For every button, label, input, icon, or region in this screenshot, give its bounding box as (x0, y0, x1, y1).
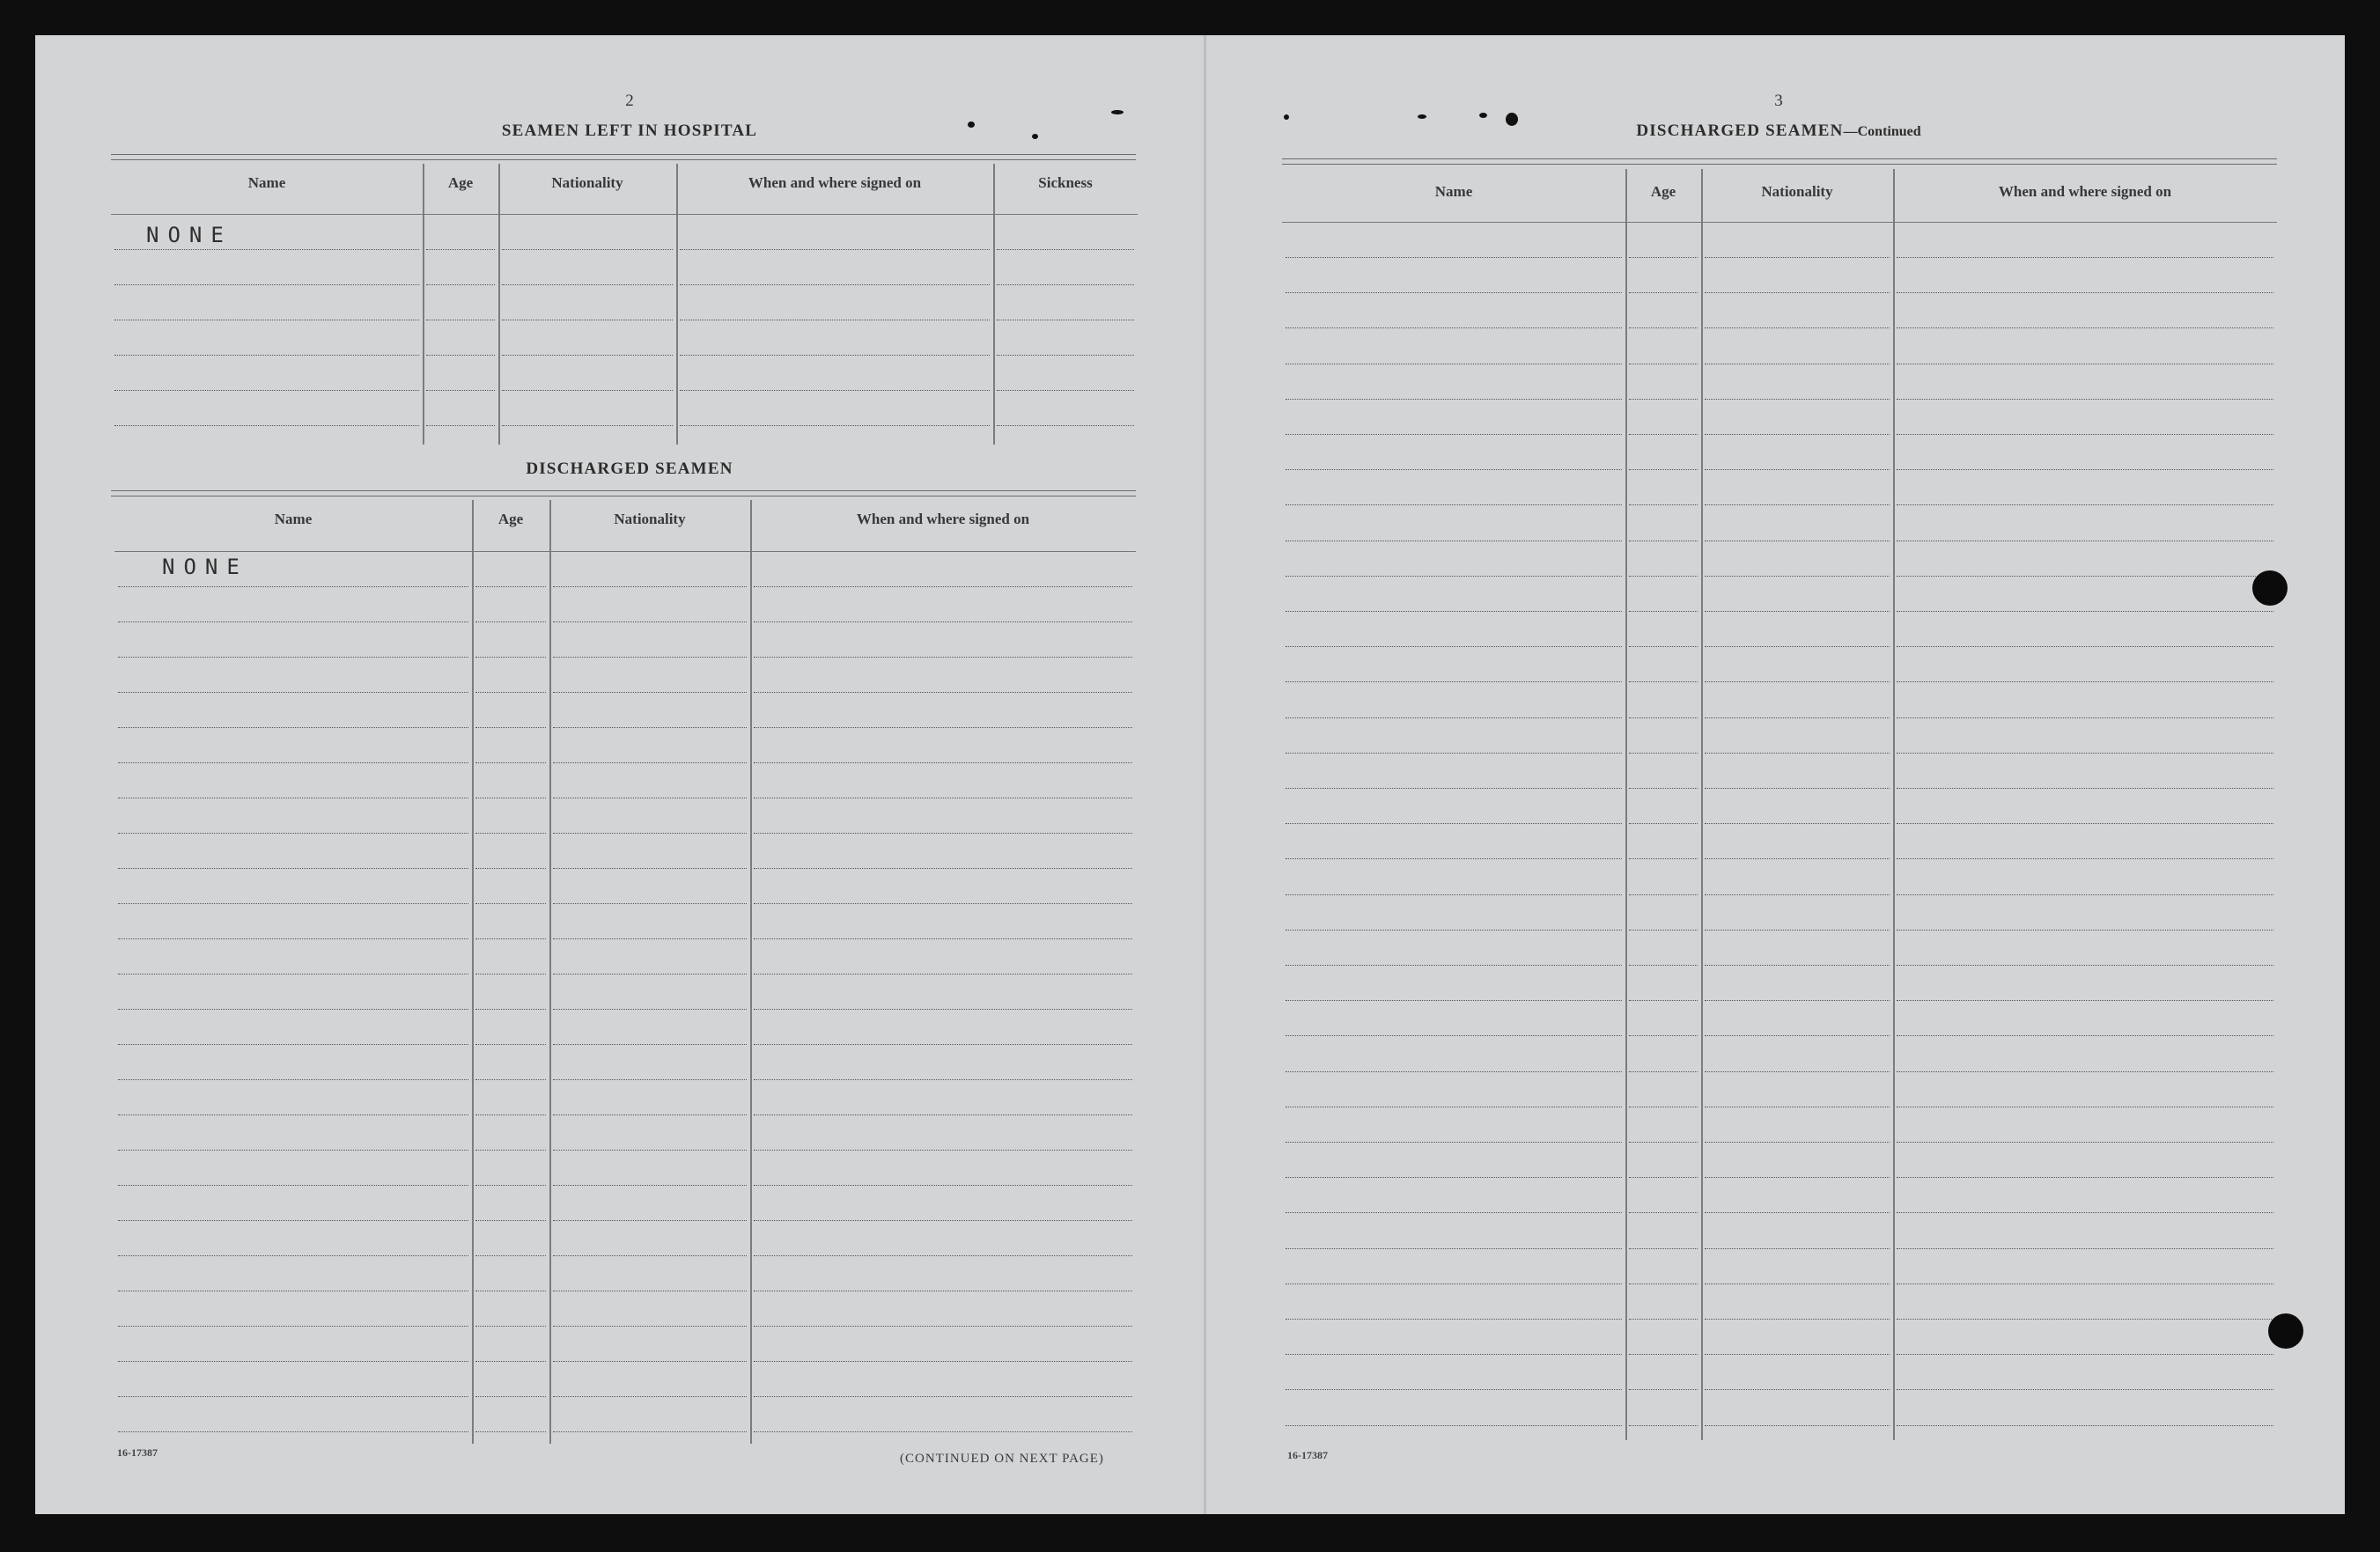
row-rule (1629, 257, 1698, 258)
row-rule (680, 284, 990, 285)
row-rule (475, 762, 546, 763)
left-page-number: 2 (625, 92, 634, 110)
ink-speck (1111, 110, 1124, 114)
column-header-name: Name (247, 174, 286, 191)
continued-suffix: —Continued (1843, 124, 1921, 139)
row-rule (553, 833, 747, 834)
row-rule (475, 1150, 546, 1151)
column-divider (472, 500, 474, 1444)
row-rule (1705, 399, 1890, 400)
row-rule (475, 974, 546, 975)
row-rule (475, 1185, 546, 1186)
row-rule (1286, 1354, 1622, 1355)
row-rule (1897, 1354, 2273, 1355)
row-rule (118, 1220, 468, 1221)
column-divider (549, 500, 551, 1444)
ink-speck (1506, 113, 1518, 126)
row-rule (1705, 681, 1890, 682)
row-rule (553, 727, 747, 728)
row-rule (997, 284, 1134, 285)
row-rule (754, 974, 1132, 975)
row-rule (754, 1431, 1132, 1432)
row-rule (114, 355, 419, 356)
row-rule (1897, 1212, 2273, 1213)
row-rule (118, 1361, 468, 1362)
row-rule (1629, 965, 1698, 966)
row-rule (1629, 823, 1698, 824)
row-rule (118, 1431, 468, 1432)
row-rule (553, 938, 747, 939)
row-rule (1897, 1035, 2273, 1036)
row-rule (426, 390, 495, 391)
row-rule (1286, 1248, 1622, 1249)
row-rule (1286, 1035, 1622, 1036)
row-rule (114, 425, 419, 426)
row-rule (1629, 399, 1698, 400)
row-rule (1286, 327, 1622, 328)
row-rule (754, 762, 1132, 763)
row-rule (1897, 646, 2273, 647)
row-rule (475, 833, 546, 834)
ink-speck (1032, 134, 1038, 139)
row-rule (553, 1431, 747, 1432)
row-rule (475, 1431, 546, 1432)
row-rule (1629, 717, 1698, 718)
row-rule (1629, 434, 1698, 435)
row-rule (1705, 788, 1890, 789)
row-rule (1705, 1142, 1890, 1143)
column-divider (1893, 169, 1895, 1440)
row-rule (1705, 469, 1890, 470)
row-rule (1286, 753, 1622, 754)
row-rule (1286, 1389, 1622, 1390)
ink-speck (1284, 114, 1289, 120)
header-rule (1282, 222, 2277, 223)
row-rule (754, 1185, 1132, 1186)
row-rule (118, 1396, 468, 1397)
row-rule (1629, 611, 1698, 612)
row-rule (475, 1361, 546, 1362)
hospital-title-rule (111, 154, 1136, 160)
row-rule (754, 1009, 1132, 1010)
row-rule (680, 355, 990, 356)
row-rule (1897, 434, 2273, 435)
row-rule (1286, 292, 1622, 293)
row-rule (1629, 858, 1698, 859)
row-rule (553, 974, 747, 975)
row-rule (1286, 576, 1622, 577)
row-rule (1705, 1035, 1890, 1036)
row-rule (475, 1255, 546, 1256)
column-divider (423, 164, 424, 445)
row-rule (1629, 327, 1698, 328)
row-rule (1897, 1000, 2273, 1001)
row-rule (426, 284, 495, 285)
row-rule (1705, 646, 1890, 647)
row-rule (475, 903, 546, 904)
row-rule (118, 974, 468, 975)
column-divider (993, 164, 995, 445)
row-rule (1897, 611, 2273, 612)
row-rule (118, 657, 468, 658)
row-rule (553, 1114, 747, 1115)
header-rule (114, 551, 1136, 552)
row-rule (680, 390, 990, 391)
header-rule (111, 214, 1138, 215)
row-rule (553, 1044, 747, 1045)
row-rule (1629, 753, 1698, 754)
row-rule (475, 1079, 546, 1080)
row-rule (475, 692, 546, 693)
typed-entry: NONE (162, 555, 248, 579)
row-rule (118, 1079, 468, 1080)
row-rule (754, 1326, 1132, 1327)
row-rule (1705, 1212, 1890, 1213)
row-rule (118, 692, 468, 693)
row-rule (1897, 965, 2273, 966)
row-rule (118, 586, 468, 587)
row-rule (1705, 717, 1890, 718)
row-rule (1897, 257, 2273, 258)
typed-entry: NONE (146, 223, 232, 247)
row-rule (1286, 858, 1622, 859)
row-rule (118, 1185, 468, 1186)
row-rule (754, 1255, 1132, 1256)
row-rule (754, 1114, 1132, 1115)
row-rule (1705, 1071, 1890, 1072)
row-rule (1629, 292, 1698, 293)
row-rule (1629, 681, 1698, 682)
continued-note: (CONTINUED ON NEXT PAGE) (900, 1452, 1104, 1466)
row-rule (1897, 717, 2273, 718)
row-rule (754, 833, 1132, 834)
row-rule (118, 903, 468, 904)
row-rule (1897, 327, 2273, 328)
right-title-rule (1282, 158, 2277, 165)
column-divider (498, 164, 500, 445)
row-rule (1629, 1177, 1698, 1178)
column-header-when-and-where-signed-on: When and where signed on (856, 511, 1030, 527)
row-rule (1897, 1177, 2273, 1178)
row-rule (1286, 1142, 1622, 1143)
row-rule (1897, 1142, 2273, 1143)
row-rule (1705, 257, 1890, 258)
row-rule (553, 1009, 747, 1010)
row-rule (1286, 504, 1622, 505)
row-rule (553, 1396, 747, 1397)
row-rule (1629, 1389, 1698, 1390)
row-rule (997, 249, 1134, 250)
row-rule (680, 249, 990, 250)
row-rule (754, 1396, 1132, 1397)
row-rule (475, 1044, 546, 1045)
row-rule (1286, 1177, 1622, 1178)
row-rule (114, 249, 419, 250)
row-rule (1705, 1389, 1890, 1390)
row-rule (1705, 292, 1890, 293)
row-rule (1705, 504, 1890, 505)
row-rule (754, 903, 1132, 904)
column-divider (1701, 169, 1703, 1440)
row-rule (1629, 1212, 1698, 1213)
row-rule (553, 586, 747, 587)
column-header-age: Age (497, 511, 524, 527)
row-rule (553, 692, 747, 693)
row-rule (118, 762, 468, 763)
row-rule (754, 1220, 1132, 1221)
row-rule (1286, 823, 1622, 824)
row-rule (1629, 1071, 1698, 1072)
row-rule (754, 657, 1132, 658)
row-rule (997, 355, 1134, 356)
row-rule (426, 355, 495, 356)
row-rule (553, 1220, 747, 1221)
row-rule (1897, 1389, 2273, 1390)
row-rule (1629, 646, 1698, 647)
row-rule (1629, 1000, 1698, 1001)
row-rule (502, 284, 673, 285)
row-rule (1705, 965, 1890, 966)
row-rule (1897, 1319, 2273, 1320)
row-rule (1705, 1248, 1890, 1249)
row-rule (1705, 1000, 1890, 1001)
row-rule (1286, 434, 1622, 435)
row-rule (1286, 965, 1622, 966)
row-rule (118, 1114, 468, 1115)
row-rule (553, 1185, 747, 1186)
row-rule (553, 1326, 747, 1327)
row-rule (1897, 1248, 2273, 1249)
row-rule (553, 657, 747, 658)
row-rule (1629, 1248, 1698, 1249)
row-rule (1705, 1425, 1890, 1426)
row-rule (553, 868, 747, 869)
row-rule (1286, 681, 1622, 682)
row-rule (1629, 788, 1698, 789)
row-rule (1897, 399, 2273, 400)
row-rule (1629, 1425, 1698, 1426)
row-rule (118, 938, 468, 939)
row-rule (1286, 717, 1622, 718)
column-header-when-and-where-signed-on: When and where signed on (748, 174, 922, 191)
row-rule (754, 1044, 1132, 1045)
row-rule (475, 1114, 546, 1115)
row-rule (1705, 1354, 1890, 1355)
column-header-nationality: Nationality (551, 174, 623, 191)
row-rule (553, 1255, 747, 1256)
ink-speck (1418, 114, 1426, 119)
row-rule (1629, 504, 1698, 505)
row-rule (118, 833, 468, 834)
row-rule (1705, 1177, 1890, 1178)
row-rule (754, 1361, 1132, 1362)
row-rule (118, 1009, 468, 1010)
discharged-title-rule (111, 490, 1136, 496)
row-rule (1286, 894, 1622, 895)
row-rule (997, 390, 1134, 391)
column-header-nationality: Nationality (1761, 183, 1833, 200)
row-rule (1629, 1319, 1698, 1320)
row-rule (118, 868, 468, 869)
row-rule (553, 1150, 747, 1151)
row-rule (426, 249, 495, 250)
ink-speck (968, 121, 975, 128)
row-rule (1629, 1142, 1698, 1143)
row-rule (553, 1079, 747, 1080)
row-rule (754, 727, 1132, 728)
column-divider (750, 500, 752, 1444)
row-rule (1897, 753, 2273, 754)
ink-speck (1479, 113, 1487, 118)
row-rule (502, 355, 673, 356)
discharged-continued-title (1497, 121, 2060, 141)
row-rule (1897, 894, 2273, 895)
row-rule (1705, 1319, 1890, 1320)
row-rule (475, 1396, 546, 1397)
row-rule (754, 586, 1132, 587)
punch-hole-lower (2268, 1313, 2303, 1349)
row-rule (1629, 469, 1698, 470)
column-header-age: Age (1650, 183, 1676, 200)
row-rule (475, 868, 546, 869)
row-rule (502, 425, 673, 426)
row-rule (1286, 1319, 1622, 1320)
row-rule (1286, 257, 1622, 258)
row-rule (1705, 753, 1890, 754)
row-rule (1286, 1000, 1622, 1001)
row-rule (118, 1150, 468, 1151)
column-header-name: Name (1434, 183, 1473, 200)
row-rule (502, 390, 673, 391)
punch-hole-upper (2252, 570, 2288, 606)
row-rule (114, 284, 419, 285)
row-rule (1897, 504, 2273, 505)
row-rule (475, 727, 546, 728)
row-rule (475, 1220, 546, 1221)
row-rule (1286, 469, 1622, 470)
row-rule (475, 1326, 546, 1327)
column-header-age: Age (447, 174, 474, 191)
row-rule (1705, 576, 1890, 577)
row-rule (1897, 576, 2273, 577)
column-header-sickness: Sickness (1038, 174, 1093, 191)
row-rule (754, 1079, 1132, 1080)
row-rule (1705, 327, 1890, 328)
row-rule (1629, 1035, 1698, 1036)
row-rule (1286, 788, 1622, 789)
column-header-nationality: Nationality (614, 511, 686, 527)
right-form-number: 16-17387 (1287, 1449, 1328, 1461)
column-divider (676, 164, 678, 445)
right-page-number: 3 (1774, 92, 1783, 110)
left-form-number: 16-17387 (117, 1446, 158, 1459)
column-divider (1625, 169, 1627, 1440)
row-rule (475, 1009, 546, 1010)
row-rule (1705, 823, 1890, 824)
row-rule (553, 1361, 747, 1362)
page-fold (1204, 35, 1206, 1514)
row-rule (1286, 646, 1622, 647)
discharged-continued-title-text: DISCHARGED SEAMEN (1636, 121, 1844, 140)
row-rule (475, 938, 546, 939)
row-rule (1897, 1071, 2273, 1072)
discharged-section-title: DISCHARGED SEAMEN (526, 460, 733, 478)
row-rule (1286, 1071, 1622, 1072)
row-rule (754, 938, 1132, 939)
row-rule (1286, 399, 1622, 400)
row-rule (754, 692, 1132, 693)
row-rule (1897, 788, 2273, 789)
row-rule (1897, 823, 2273, 824)
hospital-section-title: SEAMEN LEFT IN HOSPITAL (501, 121, 758, 140)
row-rule (680, 425, 990, 426)
row-rule (118, 1326, 468, 1327)
row-rule (118, 1044, 468, 1045)
column-header-name: Name (274, 511, 313, 527)
row-rule (1705, 894, 1890, 895)
row-rule (1705, 434, 1890, 435)
row-rule (1629, 576, 1698, 577)
row-rule (754, 868, 1132, 869)
row-rule (475, 657, 546, 658)
row-rule (118, 727, 468, 728)
row-rule (426, 425, 495, 426)
row-rule (1629, 894, 1698, 895)
row-rule (553, 762, 747, 763)
row-rule (997, 425, 1134, 426)
row-rule (118, 1255, 468, 1256)
row-rule (1286, 611, 1622, 612)
row-rule (475, 586, 546, 587)
row-rule (1897, 469, 2273, 470)
row-rule (553, 903, 747, 904)
row-rule (114, 390, 419, 391)
row-rule (1629, 1354, 1698, 1355)
row-rule (754, 1150, 1132, 1151)
column-header-when-and-where-signed-on: When and where signed on (1998, 183, 2172, 200)
row-rule (1286, 1212, 1622, 1213)
row-rule (1897, 681, 2273, 682)
row-rule (1705, 858, 1890, 859)
row-rule (1705, 611, 1890, 612)
row-rule (502, 249, 673, 250)
row-rule (1897, 858, 2273, 859)
row-rule (1286, 1425, 1622, 1426)
row-rule (1897, 292, 2273, 293)
row-rule (1897, 1425, 2273, 1426)
